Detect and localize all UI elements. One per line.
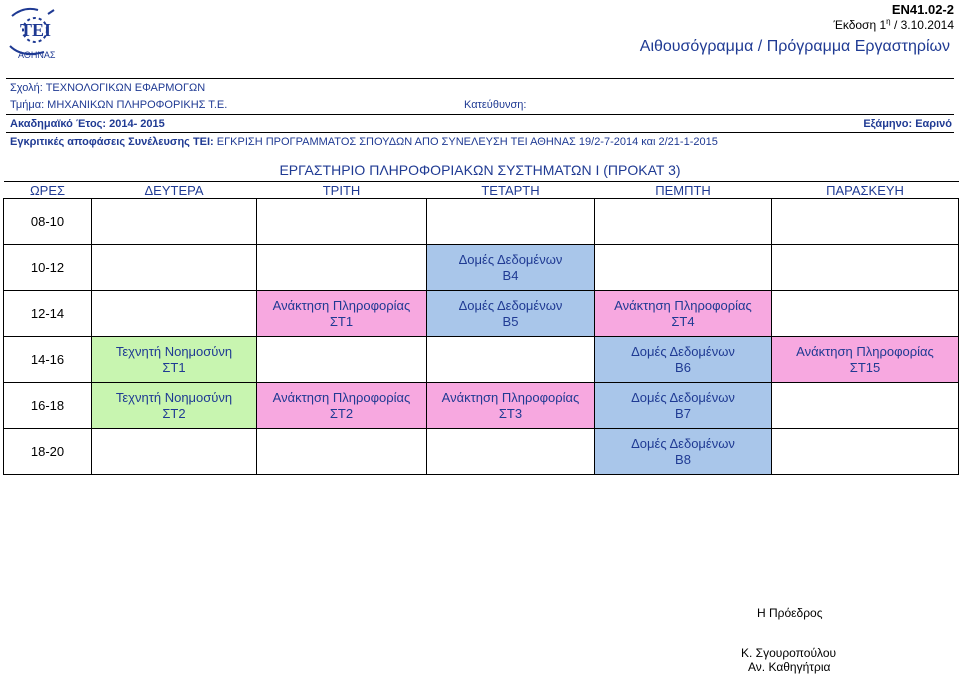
schedule-row [4, 199, 959, 245]
class-cell [92, 337, 257, 383]
logo-letters: ΤΕΙ [20, 20, 52, 40]
schedule-title: ΕΡΓΑΣΤΗΡΙΟ ΠΛΗΡΟΦΟΡΙΑΚΩΝ ΣΥΣΤΗΜΑΤΩΝ Ι (ΠΡΟΚΑΤ 3) [279, 162, 681, 178]
course-name: Δομές Δεδομένων [631, 343, 735, 359]
class-cell [772, 337, 959, 383]
schedule-row [4, 291, 959, 337]
version-prefix: Έκδοση 1 [833, 18, 887, 32]
column-header: ΔΕΥΤΕΡΑ [92, 182, 257, 199]
institution-logo [4, 2, 66, 62]
course-name: Δομές Δεδομένων [458, 251, 563, 267]
course-name: Δομές Δεδομένων [458, 297, 563, 313]
course-name: Ανάκτηση Πληροφορίας [796, 343, 934, 359]
empty-cell [92, 291, 257, 337]
empty-cell [427, 199, 595, 245]
direction-label: Κατεύθυνση: [464, 99, 527, 111]
semester-label: Εξάμηνο: Εαρινό [863, 118, 952, 130]
course-name: Δομές Δεδομένων [631, 435, 735, 451]
empty-cell [772, 429, 959, 475]
empty-cell [427, 429, 595, 475]
course-name: Ανάκτηση Πληροφορίας [441, 389, 580, 405]
schedule-header-row [4, 182, 959, 199]
column-header: ΩΡΕΣ [4, 182, 92, 199]
schedule-body [4, 199, 959, 475]
academic-year-label: Ακαδημαϊκό Έτος: 2014- 2015 [10, 118, 165, 130]
logo-city: ΑΘΗΝΑΣ [18, 50, 56, 60]
schedule-row [4, 337, 959, 383]
empty-cell [772, 291, 959, 337]
course-name: Δομές Δεδομένων [631, 389, 735, 405]
course-group: Β6 [675, 359, 691, 375]
course-group: ΣΤ15 [849, 359, 881, 375]
course-group: Β7 [675, 405, 691, 421]
course-group: ΣΤ1 [329, 313, 354, 329]
class-cell [257, 291, 427, 337]
empty-cell [257, 337, 427, 383]
hour-cell: 10-12 [4, 245, 92, 291]
course-group: ΣΤ3 [498, 405, 523, 421]
hour-cell: 12-14 [4, 291, 92, 337]
course-group: Β4 [502, 267, 519, 283]
course-group: ΣΤ2 [162, 405, 186, 421]
hour-cell: 14-16 [4, 337, 92, 383]
empty-cell [257, 245, 427, 291]
decisions-text [10, 133, 718, 151]
column-header: ΠΑΡΑΣΚΕΥΗ [772, 182, 959, 199]
empty-cell [92, 429, 257, 475]
empty-cell [595, 245, 772, 291]
empty-cell [257, 199, 427, 245]
course-group: Β5 [502, 313, 519, 329]
document-code: EN41.02-2 [891, 2, 954, 17]
class-cell [257, 383, 427, 429]
department-label: Τμήμα: ΜΗΧΑΝΙΚΩΝ ΠΛΗΡΟΦΟΡΙΚΗΣ Τ.Ε. [10, 99, 228, 111]
schedule-table [3, 181, 959, 475]
class-cell [595, 383, 772, 429]
version-superscript: η [886, 17, 891, 26]
course-group: Β8 [675, 451, 691, 467]
logo-swirl-top [12, 9, 38, 16]
version-suffix: / 3.10.2014 [890, 18, 954, 32]
course-group: ΣΤ4 [671, 313, 695, 329]
decisions-label: Εγκριτικές αποφάσεις Συνέλευσης ΤΕΙ: [10, 136, 214, 148]
class-cell [427, 245, 595, 291]
header-school-row [6, 78, 954, 97]
header-year-row [6, 114, 954, 133]
course-group: ΣΤ2 [329, 405, 354, 421]
schedule-row [4, 383, 959, 429]
institution-logo-graphic [4, 2, 66, 62]
header-department-row [6, 96, 954, 114]
page-title: Αιθουσόγραμμα / Πρόγραμμα Εργαστηρίων [639, 38, 950, 55]
hour-cell: 18-20 [4, 429, 92, 475]
signature-title: Αν. Καθηγήτρια [748, 660, 831, 674]
schedule-row [4, 429, 959, 475]
course-name: Ανάκτηση Πληροφορίας [614, 297, 752, 313]
empty-cell [257, 429, 427, 475]
hour-cell: 08-10 [4, 199, 92, 245]
column-header: ΤΕΤΑΡΤΗ [427, 182, 595, 199]
course-name: Ανάκτηση Πληροφορίας [272, 297, 411, 313]
header-decisions-row [6, 132, 954, 151]
course-name: Τεχνητή Νοημοσύνη [115, 389, 233, 405]
class-cell [595, 291, 772, 337]
school-label: Σχολή: ΤΕΧΝΟΛΟΓΙΚΩΝ ΕΦΑΡΜΟΓΩΝ [10, 82, 206, 94]
column-header: ΠΕΜΠΤΗ [595, 182, 772, 199]
class-cell [595, 337, 772, 383]
empty-cell [92, 245, 257, 291]
class-cell [595, 429, 772, 475]
column-header: ΤΡΙΤΗ [257, 182, 427, 199]
course-name: Τεχνητή Νοημοσύνη [115, 343, 233, 359]
empty-cell [772, 383, 959, 429]
empty-cell [427, 337, 595, 383]
course-name: Ανάκτηση Πληροφορίας [272, 389, 411, 405]
class-cell [427, 383, 595, 429]
empty-cell [772, 245, 959, 291]
signature-name: Κ. Σγουροπούλου [741, 646, 837, 660]
signature-role: Η Πρόεδρος [757, 606, 823, 620]
hour-cell: 16-18 [4, 383, 92, 429]
logo-stroke [48, 10, 54, 14]
empty-cell [595, 199, 772, 245]
course-group: ΣΤ1 [162, 359, 186, 375]
decisions-value: ΕΓΚΡΙΣΗ ΠΡΟΓΡΑΜΜΑΤΟΣ ΣΠΟΥΔΩΝ ΑΠΟ ΣΥΝΕΛΕΥΣΗ ΤΕΙ ΑΘΗΝΑΣ 19/2-7-2014 και 2/21-1-2015 [213, 136, 718, 148]
class-cell [92, 383, 257, 429]
document-version [833, 17, 954, 32]
class-cell [427, 291, 595, 337]
empty-cell [92, 199, 257, 245]
empty-cell [772, 199, 959, 245]
schedule-row [4, 245, 959, 291]
